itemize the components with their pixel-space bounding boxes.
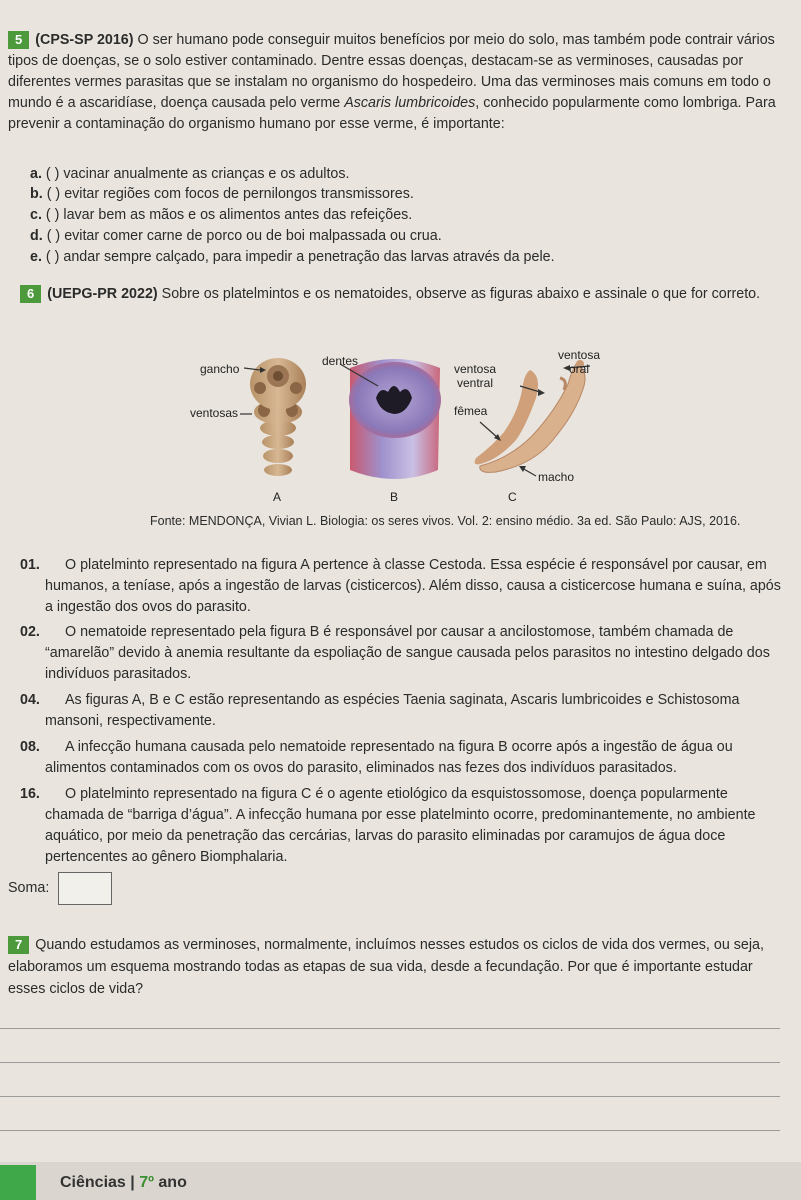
question-6 <box>20 284 795 305</box>
option-a[interactable]: a. ( ) vacinar anualmente as crianças e os adultos. <box>30 166 350 182</box>
question-number-badge: 7 <box>8 936 29 954</box>
question-number-badge: 5 <box>8 31 29 49</box>
figure-source: Fonte: MENDONÇA, Vivian L. Biologia: os seres vivos. Vol. 2: ensino médio. 3a ed. São Paulo: AJS, 2016. <box>150 514 741 528</box>
answer-line[interactable] <box>0 1028 780 1029</box>
statement-02: 02. O nematoide representado pela figura B é responsável por causar a ancilostomose, também chamada de “amarelão” devido à anemia resultante da espoliação de sangue causada pelos parasitos no intestino delgado dos indivíduos parasitados. <box>20 624 770 682</box>
soma-answer-box[interactable] <box>58 872 112 905</box>
label-macho: macho <box>538 470 575 484</box>
figure-letter-b: B <box>390 490 399 504</box>
label-ventosa-ventral: ventosa ventral <box>454 362 497 390</box>
answer-line[interactable] <box>0 1096 780 1097</box>
question-5 <box>8 30 788 135</box>
option-checkbox[interactable]: ( ) <box>45 249 60 265</box>
label-ventosa-oral: ventosa oral <box>558 348 601 376</box>
question-text: Sobre os platelmintos e os nematoides, observe as figuras abaixo e assinale o que for correto. <box>161 286 761 302</box>
option-checkbox[interactable]: ( ) <box>45 166 60 182</box>
option-b[interactable]: b. ( ) evitar regiões com focos de pernilongos transmissores. <box>30 186 414 202</box>
question-text-end: , conhecido popularmente como lombriga. Para prevenir a contaminação do organismo humano por esse verme, é importante: <box>8 95 776 132</box>
label-femea: fêmea <box>454 404 488 418</box>
option-c[interactable]: c. ( ) lavar bem as mãos e os alimentos antes das refeições. <box>30 207 413 223</box>
soma-label: Soma: <box>8 880 50 896</box>
label-ventosas: ventosas <box>190 406 239 420</box>
option-e[interactable]: e. ( ) andar sempre calçado, para impedir a penetração das larvas através da pele. <box>30 249 555 265</box>
answer-line[interactable] <box>0 1062 780 1063</box>
question-text: Quando estudamos as verminoses, normalmente, incluímos nesses estudos os ciclos de vida dos vermes, ou seja, elaboramos um esquema mostrando todas as etapas de sua vida, desde a fecundação. Por que é importante estudar esses ciclos de vida? <box>8 937 764 997</box>
option-checkbox[interactable]: ( ) <box>46 186 61 202</box>
statement-16: 16. O platelminto representado na figura C é o agente etiológico da esquistossomose, doença popularmente chamada de “barriga d’água”. A infecção humana por esse platelminto ocorre, predominantemente, no ambiente aquático, por meio da penetração das cercárias, larvas do parasito eliminadas por caramujos de água doce pertencentes ao gênero Biomphalaria. <box>20 786 756 865</box>
question-number-badge: 6 <box>20 285 41 303</box>
question-7 <box>8 934 793 1000</box>
label-gancho: gancho <box>200 362 240 376</box>
option-d[interactable]: d. ( ) evitar comer carne de porco ou de boi malpassada ou crua. <box>30 228 442 244</box>
label-dentes: dentes <box>322 354 359 368</box>
answer-line[interactable] <box>0 1130 780 1131</box>
option-checkbox[interactable]: ( ) <box>46 228 61 244</box>
question-source: (CPS-SP 2016) <box>35 32 134 48</box>
question-text: O ser humano pode conseguir muitos benefícios por meio do solo, mas também pode contrair vários tipos de doenças, se o solo estiver contaminado. Dentre essas doenças, destacam-se as verminoses, causadas por diferentes vermes parasitas que se instalam no organismo do hospedeiro. Uma das verminoses mais comuns em todo o mundo é a ascaridíase, doença causada pelo verme <box>8 32 775 111</box>
option-checkbox[interactable]: ( ) <box>45 207 60 223</box>
footer-subject: Ciências | 7º ano <box>60 1174 187 1191</box>
footer-color-tab <box>0 1165 36 1200</box>
question-text-italic: Ascaris lumbricoides <box>344 95 476 111</box>
question-source: (UEPG-PR 2022) <box>47 286 158 302</box>
figure-letter-a: A <box>273 490 282 504</box>
statement-08: 08. A infecção humana causada pelo nematoide representado na figura B ocorre após a ingestão de água ou alimentos contaminados com os ovos do parasito, eliminados nas fezes dos indivíduos parasitados. <box>20 739 733 776</box>
statement-01: 01. O platelminto representado na figura A pertence à classe Cestoda. Essa espécie é responsável por causar, em humanos, a teníase, após a ingestão de larvas (cisticercos). Além disso, causa a cisticercose humana e suína, após a ingestão dos ovos do parasito. <box>20 557 781 615</box>
worm-figures <box>180 340 640 510</box>
figure-letter-c: C <box>508 490 517 504</box>
statement-04: 04. As figuras A, B e C estão representando as espécies Taenia saginata, Ascaris lumbricoides e Schistosoma mansoni, respectivamente. <box>20 692 740 729</box>
